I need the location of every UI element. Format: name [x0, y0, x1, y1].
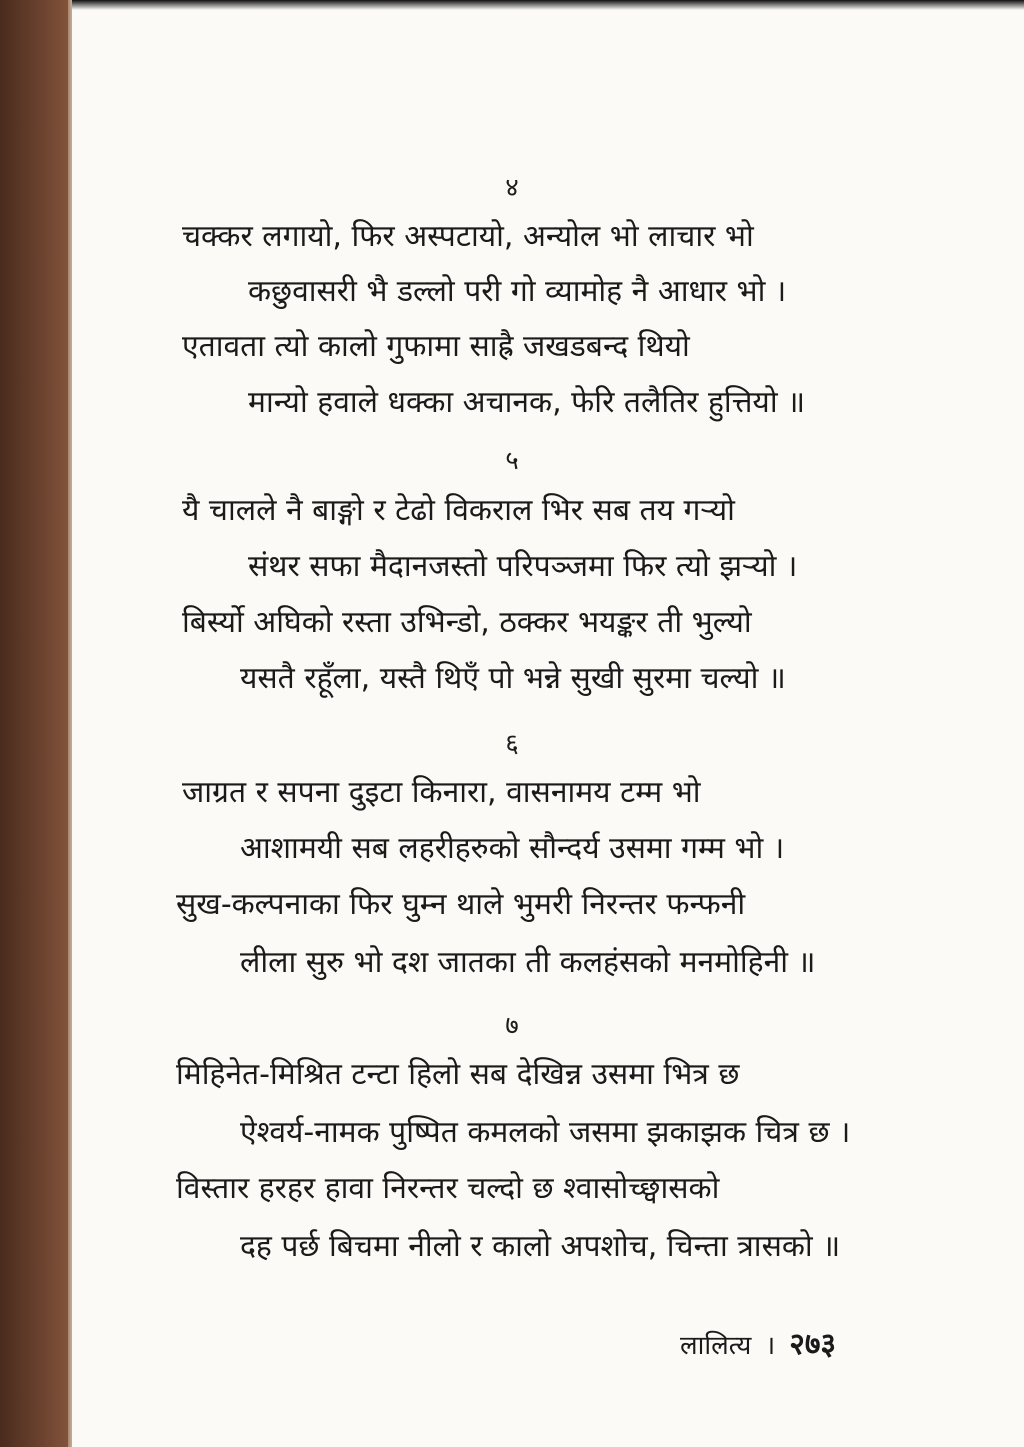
page-number: २७३ — [789, 1327, 837, 1362]
stanza-number: ६ — [505, 729, 519, 759]
verse-line: विस्तार हरहर हावा निरन्तर चल्दो छ श्वासोच्छ्वासको — [176, 1171, 720, 1206]
page-top-shadow — [72, 0, 1024, 10]
verse-line: बिर्स्यो अघिको रस्ता उभिन्डो, ठक्कर भयङ्कर ती भुल्यो — [182, 605, 752, 640]
verse-line: यै चालले नै बाङ्गो र टेढो विकराल भिर सब तय गर्‍यो — [182, 493, 735, 528]
verse-line: एतावता त्यो कालो गुफामा साह्रै जखडबन्द थियो — [182, 329, 690, 364]
stanza-number: ४ — [505, 173, 519, 203]
verse-line: चक्कर लगायो, फिर अस्पटायो, अन्योल भो लाचार भो — [182, 219, 754, 254]
verse-line: यसतै रहूँला, यस्तै थिएँ पो भन्ने सुखी सुरमा चल्यो ॥ — [240, 661, 786, 696]
book-title: लालित्य — [680, 1331, 752, 1361]
footer-separator: । — [765, 1331, 776, 1361]
verse-line: मिहिनेत-मिश्रित टन्टा हिलो सब देखिन्न उसमा भित्र छ — [176, 1057, 740, 1092]
verse-line: आशामयी सब लहरीहरुको सौन्दर्य उसमा गम्म भो । — [240, 831, 785, 866]
stanza-number: ७ — [505, 1011, 519, 1041]
verse-line: दह पर्छ बिचमा नीलो र कालो अपशोच, चिन्ता त्रासको ॥ — [240, 1229, 841, 1264]
verse-line: सुख-कल्पनाका फिर घुम्न थाले भुमरी निरन्तर फन्फनी — [176, 887, 746, 922]
stanza-number: ५ — [505, 446, 519, 476]
verse-line: संथर सफा मैदानजस्तो परिपञ्जमा फिर त्यो झर्‍यो । — [248, 549, 798, 584]
verse-line: ऐश्वर्य-नामक पुष्पित कमलको जसमा झकाझक चित्र छ । — [240, 1115, 851, 1150]
page-footer — [680, 1322, 836, 1363]
verse-line: लीला सुरु भो दश जातका ती कलहंसको मनमोहिनी ॥ — [240, 945, 816, 980]
verse-line: कछुवासरी भै डल्लो परी गो व्यामोह नै आधार भो । — [248, 274, 787, 309]
verse-line: जाग्रत र सपना दुइटा किनारा, वासनामय टम्म भो — [182, 775, 701, 810]
verse-line: मान्यो हवाले धक्का अचानक, फेरि तलैतिर हुत्तियो ॥ — [248, 385, 806, 420]
